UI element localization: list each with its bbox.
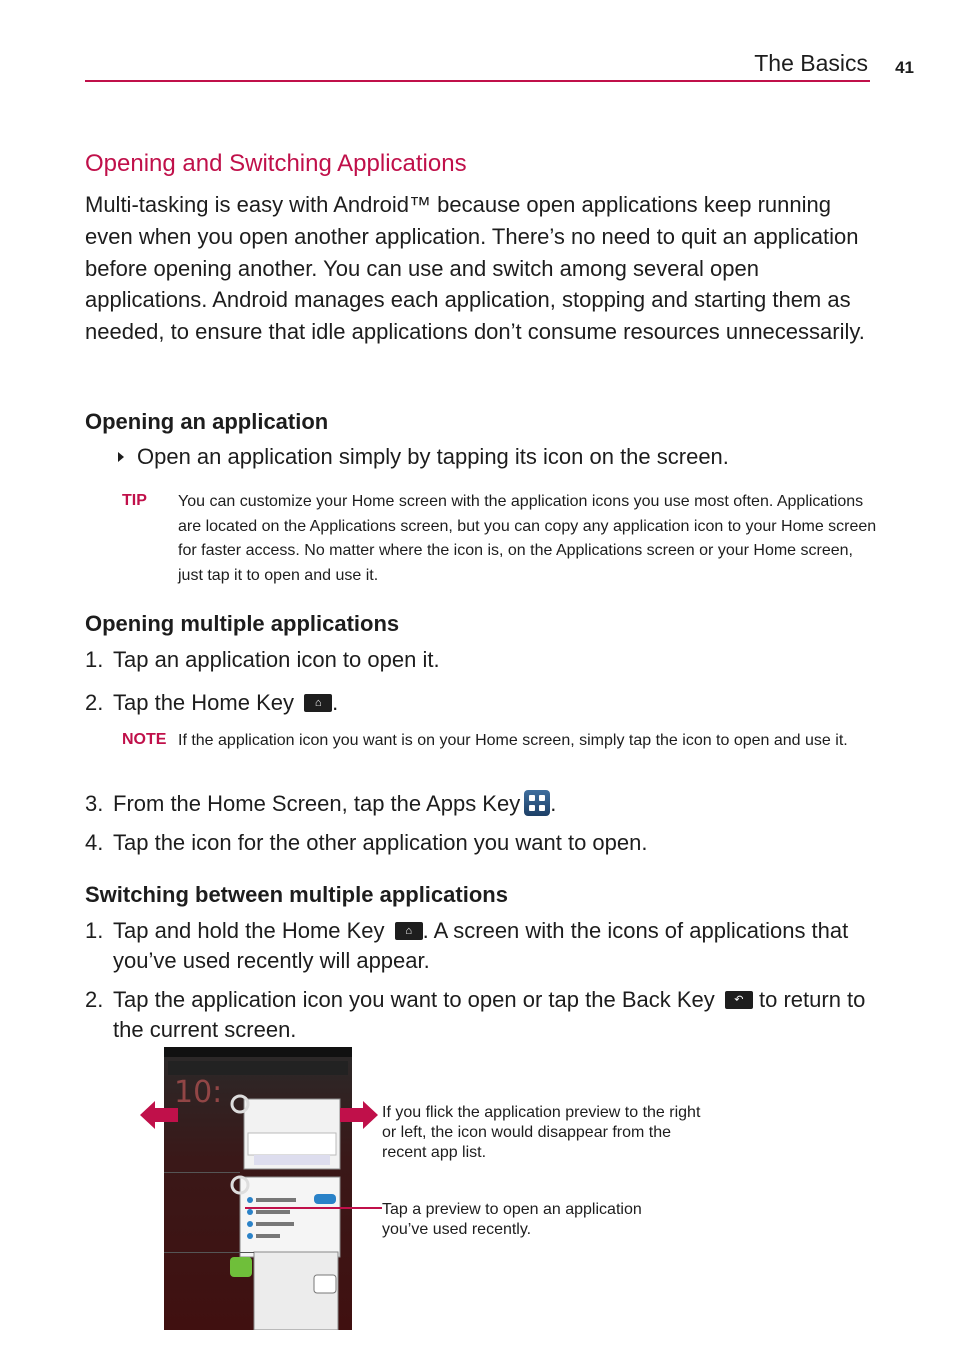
home-key-label: Home Key: [191, 690, 295, 715]
arrow-right-icon: [338, 1100, 378, 1130]
tip-text: You can customize your Home screen with the application icons you use most often. Applications are located on the Applications screen, but you can copy any application icon to your Home screen for faster access. No matter where the icon is, on the Applications screen or your Home screen, just tap it to open and use it.: [178, 493, 877, 584]
back-key-label: Back Key: [621, 987, 715, 1012]
svg-text:10:: 10:: [174, 1075, 223, 1110]
note-text: If the application icon you want is on your Home screen, simply tap the icon to open and use it.: [178, 732, 848, 749]
heading-opening-multiple: Opening multiple applications: [85, 611, 400, 636]
home-icon: ⌂: [395, 922, 423, 940]
list-item: [85, 985, 875, 1045]
step-number: 2.: [85, 987, 104, 1012]
heading-switching: Switching between multiple applications: [85, 882, 508, 907]
caption-flick: If you flick the application preview to the right or left, the icon would disappear from the recent app list.: [382, 1104, 701, 1161]
step-text-continued: to return to the current screen.: [113, 987, 866, 1042]
page-number: 41: [895, 58, 914, 77]
step-text: Tap the icon for the other application you want to open.: [113, 830, 648, 855]
bullet-text: Open an application simply by tapping its icon on the screen.: [137, 444, 729, 469]
step-text: Tap and hold the: [113, 918, 276, 943]
apps-grid-icon: [524, 790, 550, 816]
list-item: [85, 688, 875, 718]
step-text: Tap the application icon you want to open or tap the: [113, 987, 616, 1012]
tip-label: TIP: [122, 492, 147, 509]
step-number: 2.: [85, 690, 104, 715]
step-punctuation: .: [332, 690, 339, 715]
step-number: 1.: [85, 918, 104, 943]
caption-tap: Tap a preview to open an application you’ve used recently.: [382, 1201, 642, 1238]
list-item: [85, 916, 875, 976]
step-number: 4.: [85, 830, 104, 855]
step-text: Tap the: [113, 690, 186, 715]
bullet-item: [118, 444, 729, 470]
header-divider: [85, 80, 870, 82]
step-text: Tap an application icon to open it.: [113, 647, 440, 672]
list-item: [85, 789, 875, 819]
step-number: 1.: [85, 647, 104, 672]
list-item: [85, 645, 875, 675]
home-icon: ⌂: [304, 694, 332, 712]
step-number: 3.: [85, 791, 104, 816]
step-text: From the Home Screen, tap the: [113, 791, 422, 816]
heading-opening-application: Opening an application: [85, 409, 329, 434]
back-arrow-icon: ↶: [725, 991, 753, 1009]
running-header: The Basics: [754, 50, 868, 76]
bullet-arrow-icon: [118, 452, 124, 462]
callout-line: [245, 1207, 382, 1209]
step-text-continued: . A screen with the icons of applications that you’ve used recently will appear.: [113, 918, 849, 973]
step-punctuation: .: [550, 791, 557, 816]
note-label: NOTE: [122, 731, 167, 748]
intro-paragraph: Multi-tasking is easy with Android™ because open applications keep running even when you open another application. There’s no need to quit an application before opening another. You can use and switch among several open applications. Android manages each application, stopping and starting them as needed, to ensure that idle applications don’t consume resources unnecessarily.: [85, 192, 865, 345]
recent-apps-screenshot: [164, 1047, 352, 1330]
section-title: Opening and Switching Applications: [85, 150, 467, 177]
apps-key-label: Apps Key: [426, 791, 521, 816]
home-key-label: Home Key: [281, 918, 385, 943]
arrow-left-icon: [140, 1100, 180, 1130]
list-item: [85, 828, 875, 858]
